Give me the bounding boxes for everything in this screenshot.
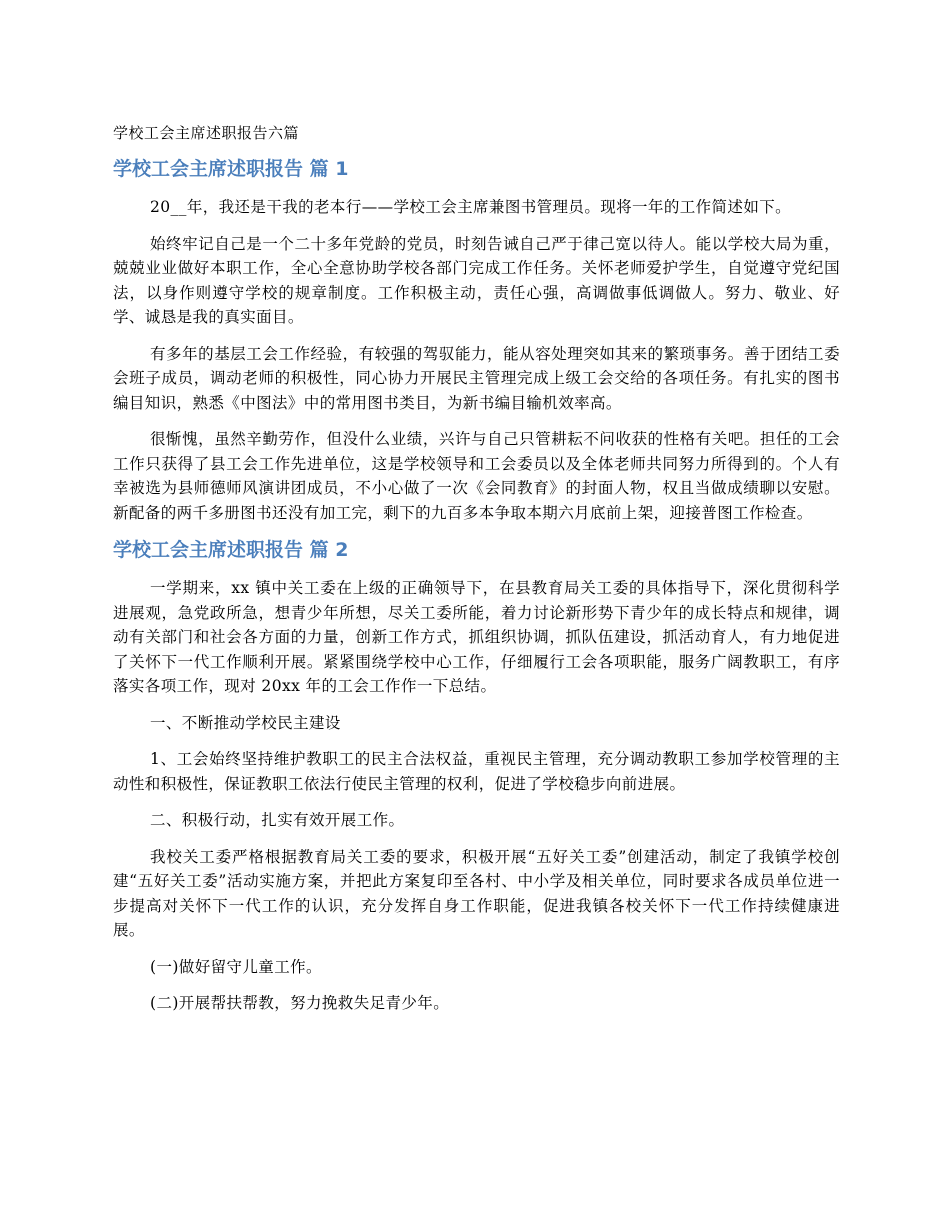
paragraph: 二、积极行动，扎实有效开展工作。 [150,811,405,829]
paragraph: (一)做好留守儿童工作。 [150,957,322,976]
section-heading: 学校工会主席述职报告 篇 2 [113,539,349,561]
paragraph: 有多年的基层工会工作经验，有较强的驾驭能力，能从容处理突如其来的繁琐事务。善于团结工委会班子成员，调动老师的积极性，同心协力开展民主管理完成上级工会交给的各项任务。有扎实的图书编目知识，熟悉《中图法》中的常用图书类目，为新书编目输机效率高。 [113,344,840,412]
document-title: 学校工会主席述职报告六篇 [113,124,300,142]
paragraph: 1、工会始终坚持维护教职工的民主合法权益，重视民主管理，充分调动教职工参加学校管理的主动性和积极性，保证教职工依法行使民主管理的权利，促进了学校稳步向前进展。 [113,750,840,793]
section-1 [113,156,840,525]
section-heading: 学校工会主席述职报告 篇 1 [113,158,349,180]
paragraph: 20__年，我还是干我的老本行——学校工会主席兼图书管理员。现将一年的工作简述如下。 [150,198,792,216]
paragraph: 一学期来，xx 镇中关工委在上级的正确领导下，在县教育局关工委的具体指导下，深化贯彻科学进展观，急党政所急，想青少年所想，尽关工委所能，着力讨论新形势下青少年的成长特点和规律，调动有关部门和社会各方面的力量，创新工作方式，抓组织协调，抓队伍建设，抓活动育人，有力地促进了关怀下一代工作顺利开展。紧紧围绕学校中心工作，仔细履行工会各项职能，服务广阔教职工，有序落实各项工作，现对 20xx 年的工会工作作一下总结。 [113,579,840,695]
paragraph: 很惭愧，虽然辛勤劳作，但没什么业绩，兴许与自己只管耕耘不问收获的性格有关吧。担任的工会工作只获得了县工会工作先进单位，这是学校领导和工会委员以及全体老师共同努力所得到的。个人有幸被选为县师德师风演讲团成员，不小心做了一次《会同教育》的封面人物，权且当做成绩聊以安慰。新配备的两千多册图书还没有加工完，剩下的九百多本争取本期六月底前上架，迎接普图工作检查。 [113,430,840,522]
document-page [113,122,840,1028]
paragraph: 始终牢记自己是一个二十多年党龄的党员，时刻告诫自己严于律己宽以待人。能以学校大局为重，兢兢业业做好本职工作，全心全意协助学校各部门完成工作任务。关怀老师爱护学生，自觉遵守党纪国法，以身作则遵守学校的规章制度。工作积极主动，责任心强，高调做事低调做人。努力、敬业、好学、诚恳是我的真实面目。 [113,234,840,326]
paragraph: (二)开展帮扶帮教，努力挽救失足青少年。 [150,994,450,1012]
section-2 [113,537,840,1016]
paragraph: 我校关工委严格根据教育局关工委的要求，积极开展“五好关工委”创建活动，制定了我镇学校创建“五好关工委”活动实施方案，并把此方案复印至各村、中小学及相关单位，同时要求各成员单位进一步提高对关怀下一代工作的认识，充分发挥自身工作职能，促进我镇各校关怀下一代工作持续健康进展。 [113,847,840,939]
paragraph: 一、不断推动学校民主建设 [150,713,341,732]
